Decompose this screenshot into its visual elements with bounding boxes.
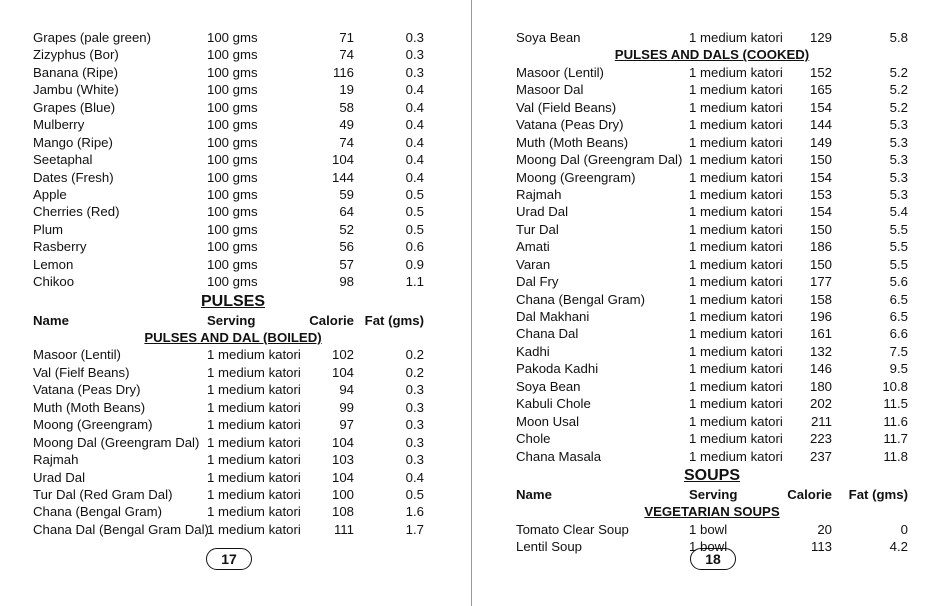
cell-serving: 100 gms (207, 30, 258, 45)
cell-serving: 1 medium katori (207, 347, 301, 363)
table-row (516, 221, 908, 238)
cell-calorie: 111 (333, 521, 354, 537)
cell-fat: 0.2 (405, 347, 424, 363)
table-row (33, 521, 433, 538)
table-row (33, 134, 433, 151)
cell-fat: 5.2 (889, 99, 908, 115)
table-row (33, 169, 433, 186)
cell-fat: 7.5 (889, 343, 908, 359)
cell-name: Grapes (pale green) (33, 30, 152, 45)
boiled-rows (33, 346, 433, 538)
cell-serving: 1 medium katori (689, 117, 783, 133)
right-page (516, 29, 908, 556)
cell-serving: 1 medium katori (689, 378, 783, 394)
column-headers (516, 486, 908, 503)
cell-calorie: 150 (809, 256, 832, 272)
cell-calorie: 74 (339, 134, 354, 150)
table-row (516, 521, 908, 538)
cell-name: Masoor (Lentil) (516, 64, 604, 80)
cell-calorie: 59 (339, 186, 354, 202)
cell-serving: 100 gms (207, 99, 258, 115)
cell-name: Val (Fielf Beans) (33, 364, 130, 380)
cell-name: Chana (Bengal Gram) (516, 291, 646, 307)
table-row (33, 486, 433, 503)
cell-calorie: 144 (809, 117, 832, 133)
cell-calorie: 99 (339, 399, 354, 415)
cell-fat: 11.7 (883, 431, 908, 447)
cell-fat: 0 (900, 521, 908, 537)
cell-fat: 5.8 (889, 30, 908, 45)
cell-fat: 0.3 (405, 434, 424, 450)
cell-fat: 11.6 (883, 413, 908, 429)
cell-name: Chana Dal (516, 326, 579, 342)
cell-serving: 100 gms (207, 274, 258, 290)
table-row (516, 308, 908, 325)
table-row (516, 343, 908, 360)
cell-serving: 1 medium katori (689, 291, 783, 307)
cell-name: Chole (516, 431, 551, 447)
cell-fat: 11.5 (883, 396, 908, 412)
section-title-pulses: PULSES (200, 292, 265, 310)
cell-calorie: 57 (339, 256, 354, 272)
cell-calorie: 94 (339, 382, 354, 398)
cell-calorie: 154 (809, 99, 832, 115)
cell-serving: 1 medium katori (207, 434, 301, 450)
cell-fat: 0.3 (405, 452, 424, 468)
cell-name: Tomato Clear Soup (516, 521, 629, 537)
cell-calorie: 150 (809, 152, 832, 168)
cell-calorie: 74 (339, 47, 354, 63)
table-row (516, 64, 908, 81)
cell-calorie: 202 (809, 396, 832, 412)
cell-fat: 5.3 (889, 169, 908, 185)
cell-serving: 1 medium katori (689, 134, 783, 150)
cell-calorie: 49 (339, 117, 354, 133)
cell-calorie: 237 (809, 448, 832, 464)
cell-fat: 0.4 (405, 117, 424, 133)
cell-name: Cherries (Red) (33, 204, 120, 220)
cell-name: Dates (Fresh) (33, 169, 114, 185)
cell-name: Val (Field Beans) (516, 99, 617, 115)
cell-serving: 1 medium katori (207, 452, 301, 468)
cell-serving: 100 gms (207, 221, 258, 237)
cell-name: Muth (Moth Beans) (516, 134, 629, 150)
cell-calorie: 177 (809, 274, 832, 290)
cell-serving: 1 medium katori (207, 417, 301, 433)
cell-serving: 1 medium katori (689, 309, 783, 324)
cell-fat: 0.6 (405, 239, 424, 255)
table-row (33, 381, 433, 398)
page-number-left: 17 (206, 548, 252, 570)
table-row (33, 99, 433, 116)
cell-name: Chana (Bengal Gram) (33, 504, 163, 520)
cell-name: Seetaphal (33, 152, 93, 168)
table-row (33, 451, 433, 468)
cell-serving: 1 medium katori (207, 486, 301, 502)
cell-name: Urad Dal (516, 204, 569, 220)
cell-fat: 10.8 (882, 378, 908, 394)
cell-calorie: 104 (331, 364, 354, 380)
cell-serving: 1 medium katori (689, 221, 783, 237)
table-row (516, 413, 908, 430)
cell-serving: 1 medium katori (689, 396, 783, 412)
section-title-soups: SOUPS (683, 466, 740, 484)
cell-calorie: 150 (809, 221, 832, 237)
cell-fat: 5.2 (889, 82, 908, 98)
table-row (33, 151, 433, 168)
cell-calorie: 186 (809, 239, 832, 255)
table-row (516, 203, 908, 220)
cell-name: Tur Dal (Red Gram Dal) (33, 486, 173, 502)
cell-name: Mulberry (33, 117, 85, 133)
cell-fat: 1.7 (405, 521, 424, 537)
subsection-title-soups: VEGETARIAN SOUPS (644, 504, 780, 520)
cell-fat: 0.5 (405, 204, 424, 220)
table-row (33, 203, 433, 220)
cell-name: Masoor (Lentil) (33, 347, 121, 363)
cell-calorie: 20 (817, 521, 832, 537)
cell-calorie: 211 (810, 413, 832, 429)
table-row (33, 346, 433, 363)
table-row (33, 416, 433, 433)
cell-fat: 0.5 (405, 186, 424, 202)
cell-serving: 100 gms (207, 134, 258, 150)
cell-fat: 0.5 (405, 221, 424, 237)
table-row (33, 434, 433, 451)
cell-serving: 1 medium katori (207, 521, 301, 537)
table-row (33, 273, 433, 290)
table-row (516, 325, 908, 342)
cell-calorie: 104 (331, 469, 354, 485)
subsection-title-cooked: PULSES AND DALS (COOKED) (614, 47, 810, 63)
cell-name: Urad Dal (33, 469, 86, 485)
cell-calorie: 19 (339, 82, 354, 98)
cell-fat: 0.3 (405, 64, 424, 80)
cell-fat: 0.4 (405, 152, 424, 168)
cell-name: Lemon (33, 256, 74, 272)
cell-name: Dal Fry (516, 274, 559, 290)
cell-fat: 0.4 (405, 469, 424, 485)
cell-fat: 0.3 (405, 47, 424, 63)
cell-serving: 100 gms (207, 239, 258, 255)
cell-calorie: 116 (332, 64, 354, 80)
cell-serving: 1 medium katori (689, 204, 783, 220)
cell-calorie: 58 (339, 99, 354, 115)
cell-name: Mango (Ripe) (33, 134, 113, 150)
cell-serving: 1 medium katori (689, 169, 783, 185)
cell-serving: 1 medium katori (207, 382, 301, 398)
cell-serving: 100 gms (207, 47, 258, 63)
cell-fat: 0.2 (405, 364, 424, 380)
cell-fat: 0.4 (405, 99, 424, 115)
cell-calorie: 98 (339, 274, 354, 290)
cell-fat: 0.3 (405, 30, 424, 45)
cell-serving: 1 medium katori (689, 152, 783, 168)
cell-serving: 1 medium katori (689, 30, 783, 45)
cell-fat: 0.5 (405, 486, 424, 502)
cell-name: Amati (516, 239, 550, 255)
cell-serving: 100 gms (207, 152, 258, 168)
cell-name: Dal Makhani (516, 309, 590, 324)
cell-calorie: 180 (809, 378, 832, 394)
page-number-right: 18 (690, 548, 736, 570)
table-row (516, 116, 908, 133)
cell-fat: 5.5 (889, 239, 908, 255)
cell-name: Grapes (Blue) (33, 99, 116, 115)
cell-serving: 1 medium katori (207, 399, 301, 415)
cell-fat: 11.8 (883, 448, 908, 464)
cell-calorie: 158 (809, 291, 832, 307)
cell-name: Varan (516, 256, 551, 272)
cell-name: Moong (Greengram) (33, 417, 153, 433)
cell-serving: 1 medium katori (689, 186, 783, 202)
cell-fat: 1.1 (405, 274, 424, 290)
table-row (33, 116, 433, 133)
cell-serving: 100 gms (207, 169, 258, 185)
cell-fat: 5.5 (889, 221, 908, 237)
cell-fat: 5.3 (889, 152, 908, 168)
cell-calorie: 154 (809, 169, 832, 185)
cell-serving: 1 medium katori (689, 431, 783, 447)
cell-fat: 9.5 (889, 361, 908, 377)
cell-name: Banana (Ripe) (33, 64, 119, 80)
cell-name: Tur Dal (516, 221, 559, 237)
header-fat: Fat (gms) (848, 486, 908, 502)
cell-name: Masoor Dal (516, 82, 584, 98)
cell-serving: 100 gms (207, 256, 258, 272)
cell-fat: 0.3 (405, 417, 424, 433)
cell-name: Plum (33, 221, 64, 237)
cell-serving: 100 gms (207, 204, 258, 220)
cell-serving: 1 medium katori (689, 326, 783, 342)
cell-fat: 1.6 (405, 504, 424, 520)
cell-serving: 1 bowl (689, 521, 728, 537)
cell-fat: 0.4 (405, 169, 424, 185)
table-row (516, 238, 908, 255)
table-row (33, 221, 433, 238)
cell-fat: 6.5 (889, 309, 908, 324)
cell-name: Jambu (White) (33, 82, 119, 98)
table-row (516, 169, 908, 186)
cell-name: Moong (Greengram) (516, 169, 636, 185)
cell-calorie: 161 (809, 326, 832, 342)
table-row (516, 256, 908, 273)
cell-name: Chikoo (33, 274, 75, 290)
table-row (33, 503, 433, 520)
cell-serving: 1 bowl (689, 539, 728, 555)
cell-serving: 1 medium katori (689, 343, 783, 359)
table-row (33, 81, 433, 98)
table-row (516, 430, 908, 447)
cell-fat: 0.3 (405, 399, 424, 415)
header-name: Name (33, 312, 69, 328)
header-fat: Fat (gms) (364, 312, 424, 328)
cell-serving: 1 medium katori (689, 82, 783, 98)
cell-fat: 5.3 (889, 134, 908, 150)
table-row (33, 399, 433, 416)
cell-calorie: 97 (339, 417, 354, 433)
cell-calorie: 196 (809, 309, 832, 324)
cell-calorie: 154 (809, 204, 832, 220)
cell-calorie: 71 (339, 30, 354, 45)
cell-fat: 5.6 (889, 274, 908, 290)
table-row (516, 448, 908, 465)
cell-name: Lentil Soup (516, 539, 582, 555)
cell-name: Chana Dal (Bengal Gram Dal) (33, 521, 209, 537)
cell-serving: 1 medium katori (207, 504, 301, 520)
header-calorie: Calorie (787, 486, 832, 502)
table-row (33, 186, 433, 203)
cell-fat: 4.2 (889, 539, 908, 555)
cell-serving: 100 gms (207, 117, 258, 133)
cell-fat: 5.3 (889, 186, 908, 202)
table-row (516, 395, 908, 412)
cell-serving: 1 medium katori (689, 64, 783, 80)
cell-name: Muth (Moth Beans) (33, 399, 146, 415)
cell-calorie: 64 (339, 204, 354, 220)
cell-calorie: 102 (331, 347, 354, 363)
cell-name: Rajmah (33, 452, 79, 468)
header-serving: Serving (207, 312, 256, 328)
page-divider (471, 0, 472, 606)
cell-calorie: 153 (809, 186, 832, 202)
table-row (516, 186, 908, 203)
table-row (516, 29, 908, 46)
cell-calorie: 152 (809, 64, 832, 80)
cell-fat: 0.9 (405, 256, 424, 272)
cell-serving: 1 medium katori (689, 239, 783, 255)
cell-calorie: 113 (810, 539, 832, 555)
cell-calorie: 165 (809, 82, 832, 98)
cell-name: Vatana (Peas Dry) (516, 117, 624, 133)
cell-name: Kadhi (516, 343, 550, 359)
cell-name: Rajmah (516, 186, 562, 202)
cell-calorie: 52 (339, 221, 354, 237)
cell-fat: 5.5 (889, 256, 908, 272)
cell-fat: 5.3 (889, 117, 908, 133)
cell-name: Vatana (Peas Dry) (33, 382, 141, 398)
table-row (516, 360, 908, 377)
column-headers (33, 312, 433, 329)
table-row (516, 81, 908, 98)
cell-name: Moon Usal (516, 413, 580, 429)
cell-name: Soya Bean (516, 30, 581, 45)
cell-name: Moong Dal (Greengram Dal) (33, 434, 200, 450)
cell-name: Chana Masala (516, 448, 602, 464)
table-row (516, 134, 908, 151)
cell-calorie: 100 (331, 486, 354, 502)
cell-serving: 1 medium katori (689, 256, 783, 272)
table-row (516, 273, 908, 290)
table-row (33, 469, 433, 486)
cell-serving: 100 gms (207, 64, 258, 80)
cell-fat: 5.4 (889, 204, 908, 220)
cell-name: Pakoda Kadhi (516, 361, 599, 377)
cooked-rows (516, 64, 908, 465)
cell-calorie: 129 (809, 30, 832, 45)
cell-calorie: 104 (331, 152, 354, 168)
header-name: Name (516, 486, 552, 502)
cell-fat: 6.5 (889, 291, 908, 307)
cell-serving: 1 medium katori (689, 99, 783, 115)
cell-calorie: 103 (331, 452, 354, 468)
cell-fat: 0.3 (405, 382, 424, 398)
table-row (33, 364, 433, 381)
table-row (33, 256, 433, 273)
cell-calorie: 104 (331, 434, 354, 450)
cell-name: Zizyphus (Bor) (33, 47, 119, 63)
fruit-rows (33, 29, 433, 291)
subsection-title-boiled: PULSES AND DAL (BOILED) (144, 330, 322, 345)
cell-calorie: 223 (809, 431, 832, 447)
cell-serving: 100 gms (207, 186, 258, 202)
cell-serving: 1 medium katori (689, 361, 783, 377)
cell-name: Kabuli Chole (516, 396, 591, 412)
cell-name: Apple (33, 186, 67, 202)
header-calorie: Calorie (309, 312, 354, 328)
table-row (33, 29, 433, 46)
cell-fat: 0.4 (405, 82, 424, 98)
cell-serving: 1 medium katori (207, 469, 301, 485)
cell-fat: 6.6 (889, 326, 908, 342)
cell-serving: 1 medium katori (207, 364, 301, 380)
cell-serving: 1 medium katori (689, 413, 783, 429)
table-row (33, 64, 433, 81)
cell-calorie: 132 (809, 343, 832, 359)
cell-fat: 5.2 (889, 64, 908, 80)
table-row (516, 378, 908, 395)
left-page (33, 29, 433, 538)
cell-calorie: 56 (339, 239, 354, 255)
header-serving: Serving (689, 486, 738, 502)
cell-calorie: 146 (809, 361, 832, 377)
cell-name: Soya Bean (516, 378, 581, 394)
table-row (33, 46, 433, 63)
cell-serving: 1 medium katori (689, 448, 783, 464)
cell-calorie: 108 (331, 504, 354, 520)
table-row (516, 99, 908, 116)
cell-serving: 1 medium katori (689, 274, 783, 290)
cell-name: Rasberry (33, 239, 87, 255)
cell-calorie: 144 (331, 169, 354, 185)
table-row (33, 238, 433, 255)
cell-calorie: 149 (809, 134, 832, 150)
table-row (516, 291, 908, 308)
cell-name: Moong Dal (Greengram Dal) (516, 152, 683, 168)
cell-fat: 0.4 (405, 134, 424, 150)
table-row (516, 151, 908, 168)
cell-serving: 100 gms (207, 82, 258, 98)
